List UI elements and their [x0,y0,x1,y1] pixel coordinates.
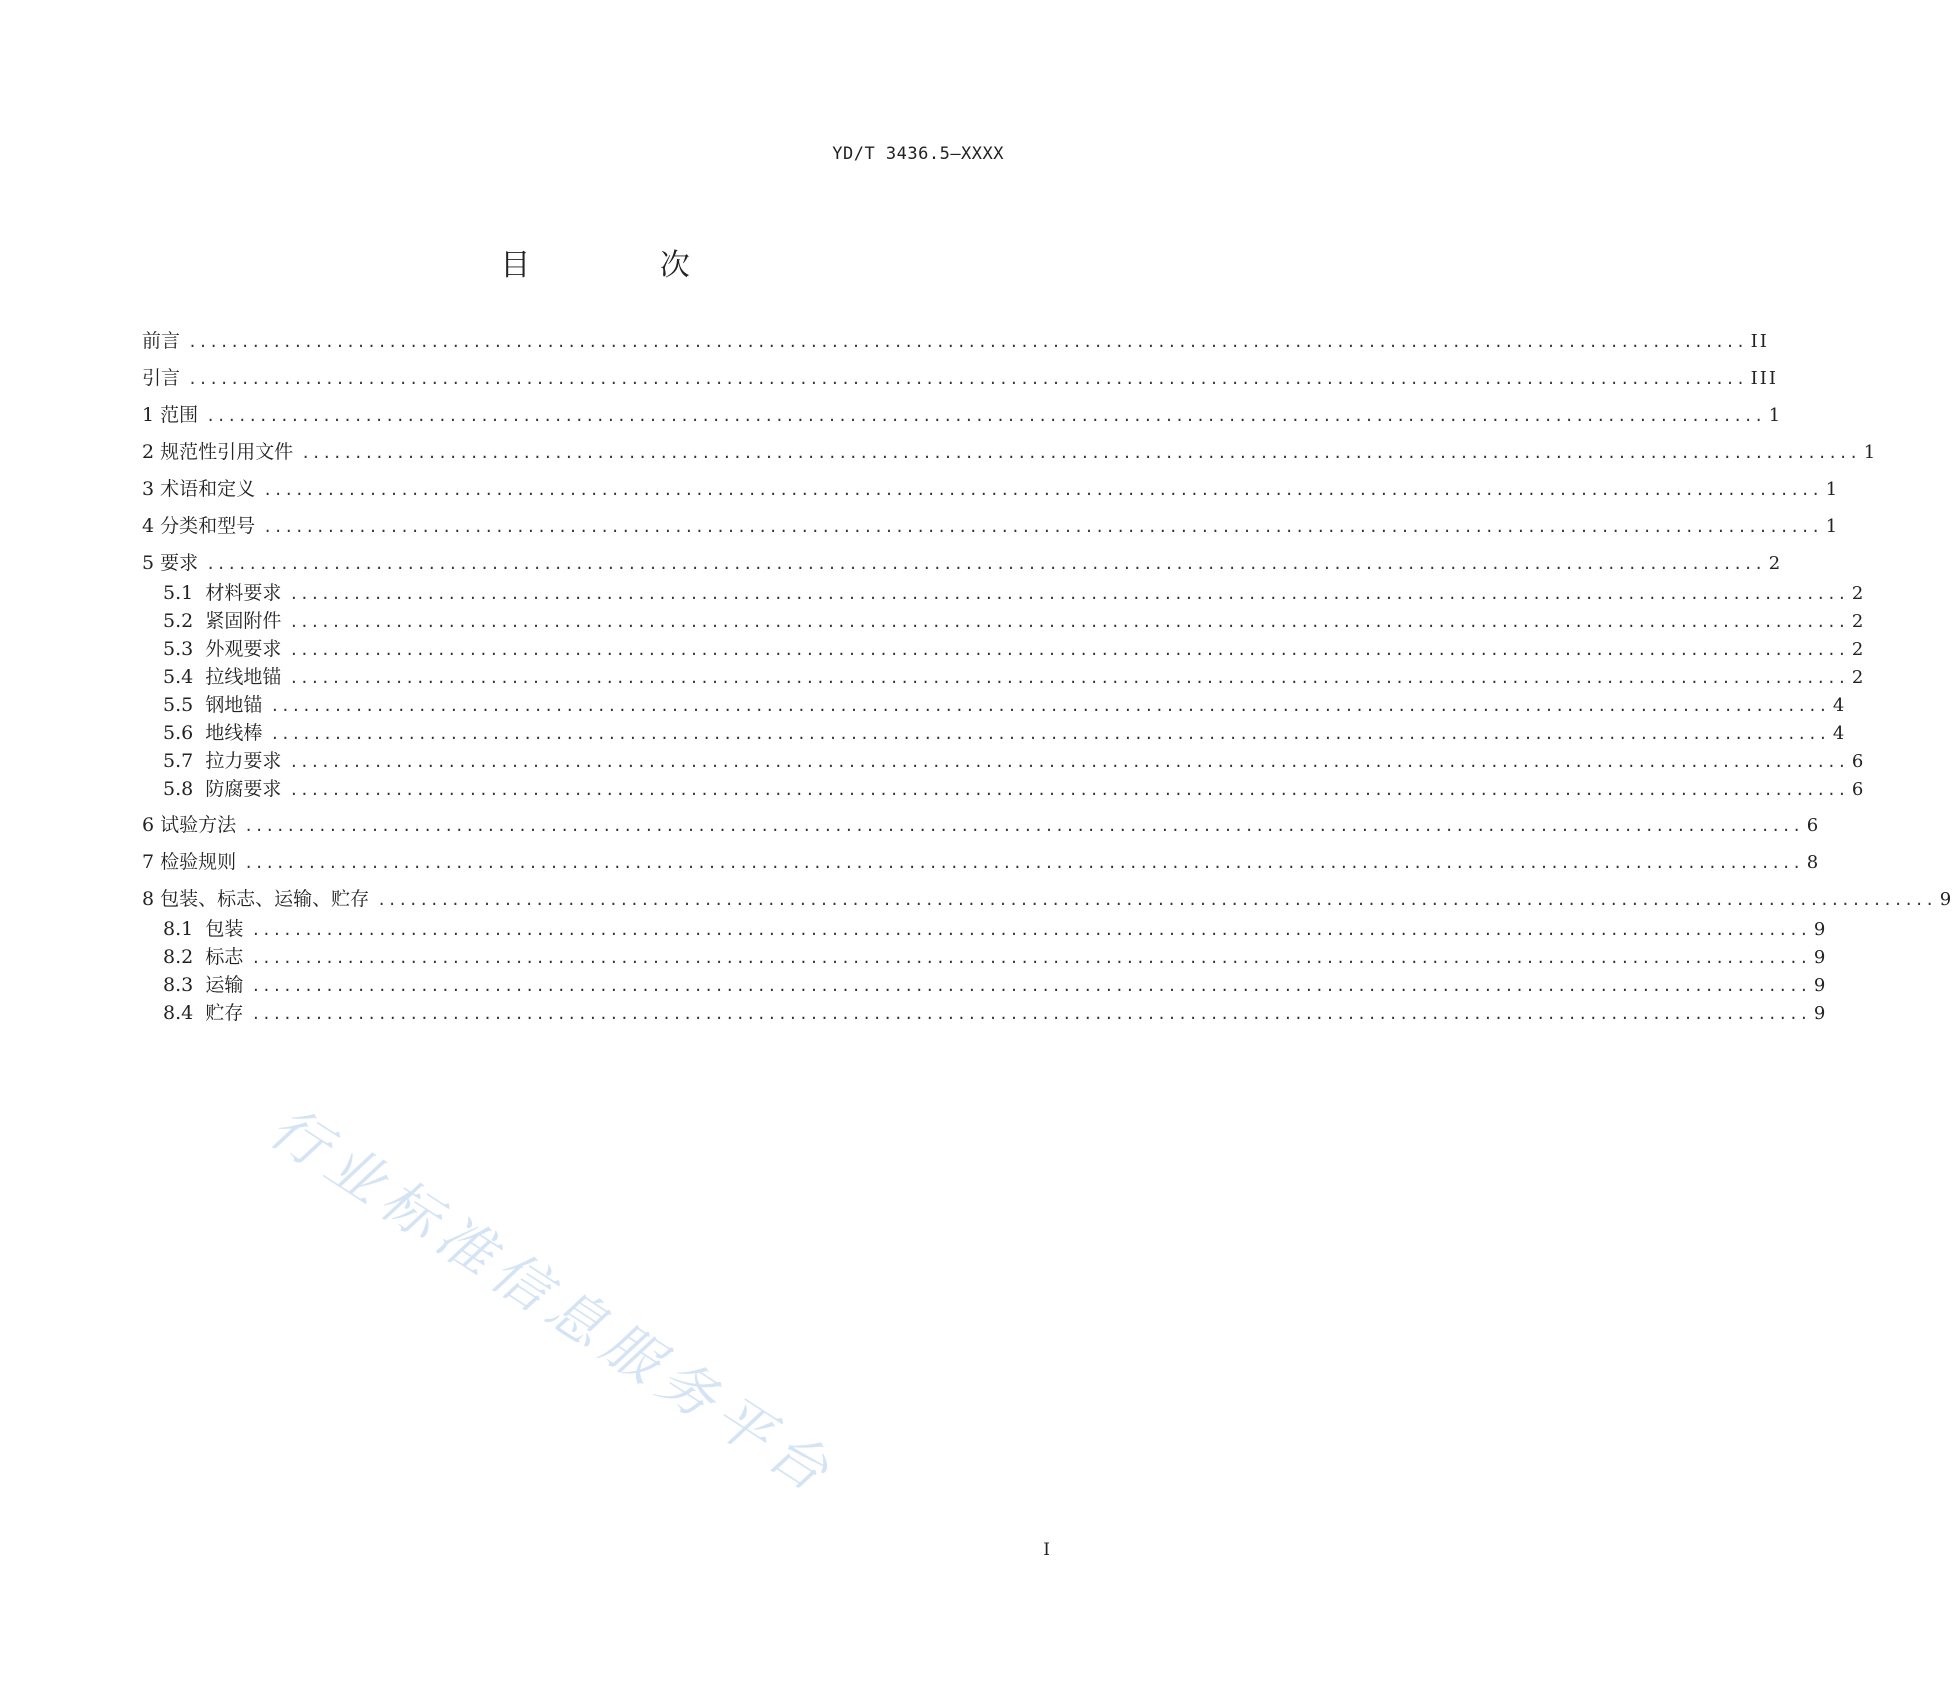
toc-page-number: 1 [1825,516,1840,537]
toc-entry-8[interactable] [142,886,1953,912]
toc-leader-dots: .................................................................................................................................................... [289,669,1848,687]
toc-entry-label: 6 试验方法 [142,814,237,836]
toc-page-number: 1 [1768,405,1783,426]
page-title: 目 次 [500,248,750,283]
toc-entry-label: 5.8 防腐要求 [163,778,282,800]
toc-entry-label: 7 检验规则 [142,851,237,873]
toc-entry-label: 8.1 包装 [163,918,244,940]
toc-entry-6[interactable] [142,812,1821,838]
toc-page-number: 2 [1851,611,1866,632]
toc-entry-8-3[interactable] [163,972,1828,998]
toc-page-number: 9 [1813,1003,1828,1024]
toc-entry-label: 5.3 外观要求 [163,638,282,660]
toc-entry-label: 5 要求 [142,552,199,574]
toc-page-number: 6 [1851,779,1866,800]
toc-page-number: 2 [1768,553,1783,574]
toc-entry-5-4[interactable] [163,664,1866,690]
toc-page-number: 2 [1851,583,1866,604]
toc-page-number: II [1750,331,1769,352]
toc-entry-5-6[interactable] [163,720,1847,746]
toc-page-number: III [1750,368,1778,389]
toc-entry-2[interactable] [142,439,1878,465]
toc-entry-8-4[interactable] [163,1000,1828,1026]
toc-entry-label: 前 言 [142,330,181,352]
toc-entry-8-2[interactable] [163,944,1828,970]
toc-leader-dots: .................................................................................................................................................... [251,1005,1810,1023]
toc-page-number: 6 [1851,751,1866,772]
toc-entry-5[interactable] [142,550,1783,576]
toc-leader-dots: .................................................................................................................................................... [289,781,1848,799]
toc-leader-dots: .................................................................................................................................................... [289,585,1848,603]
toc-page-number: 4 [1832,695,1847,716]
toc-entry-1[interactable] [142,402,1783,428]
toc-leader-dots: .................................................................................................................................................... [251,921,1810,939]
toc-leader-dots: .................................................................................................................................................... [289,753,1848,771]
toc-entry-label: 8.4 贮存 [163,1002,244,1024]
toc-leader-dots: .................................................................................................................................................... [251,977,1810,995]
toc-entry-label: 引 言 [142,367,181,389]
toc-entry-label: 5.2 紧固附件 [163,610,282,632]
toc-page-number: 2 [1851,639,1866,660]
toc-page-number: 6 [1806,815,1821,836]
toc-leader-dots: .................................................................................................................................................... [206,407,1765,425]
toc-leader-dots: .................................................................................................................................................... [263,481,1822,499]
toc-entry-5-8[interactable] [163,776,1866,802]
toc-leader-dots: .................................................................................................................................................... [377,891,1936,909]
toc-entry-label: 5.6 地线棒 [163,722,263,744]
toc-page-number: 1 [1825,479,1840,500]
toc-entry-3[interactable] [142,476,1840,502]
toc-entry-label: 3 术语和定义 [142,478,256,500]
toc-leader-dots: .................................................................................................................................................... [270,697,1829,715]
toc-page-number: 9 [1813,975,1828,996]
toc-entry-label: 8.3 运输 [163,974,244,996]
toc-leader-dots: .................................................................................................................................................... [206,555,1765,573]
toc-entry-label: 5.1 材料要求 [163,582,282,604]
toc-entry-label: 8.2 标志 [163,946,244,968]
toc-entry-label: 2 规范性引用文件 [142,441,294,463]
toc-entry-label: 5.4 拉线地锚 [163,666,282,688]
toc-entry-label: 8 包装、标志、运输、贮存 [142,888,370,910]
toc-page-number: 9 [1813,947,1828,968]
document-code: YD/T 3436.5—XXXX [832,144,1004,164]
toc-page-number: 2 [1851,667,1866,688]
toc-entry-5-5[interactable] [163,692,1847,718]
toc-entry-5-3[interactable] [163,636,1866,662]
toc-leader-dots: .................................................................................................................................................... [270,725,1829,743]
toc-entry-4[interactable] [142,513,1840,539]
toc-leader-dots: .................................................................................................................................................... [289,641,1848,659]
toc-leader-dots: .................................................................................................................................................... [301,444,1860,462]
toc-entry-label: 5.7 拉力要求 [163,750,282,772]
toc-leader-dots: .................................................................................................................................................... [263,518,1822,536]
toc-page-number: 4 [1832,723,1847,744]
toc-entry-label: 4 分类和型号 [142,515,256,537]
toc-leader-dots: .................................................................................................................................................... [188,370,1747,388]
toc-leader-dots: .................................................................................................................................................... [244,817,1803,835]
toc-entry-label: 1 范围 [142,404,199,426]
toc-entry-introduction[interactable] [142,365,1778,391]
toc-page-number: 9 [1813,919,1828,940]
toc-entry-8-1[interactable] [163,916,1828,942]
toc-leader-dots: .................................................................................................................................................... [289,613,1848,631]
toc-page-number: 8 [1806,852,1821,873]
toc-page-number: 9 [1939,889,1953,910]
page-number: I [1043,1540,1050,1560]
toc-entry-5-7[interactable] [163,748,1866,774]
toc-page-number: 1 [1863,442,1878,463]
toc-leader-dots: .................................................................................................................................................... [188,333,1747,351]
toc-entry-5-2[interactable] [163,608,1866,634]
watermark: 行业标准信息服务平台 [258,1095,847,1510]
toc-leader-dots: .................................................................................................................................................... [244,854,1803,872]
toc-entry-label: 5.5 钢地锚 [163,694,263,716]
toc-entry-5-1[interactable] [163,580,1866,606]
toc-entry-foreword[interactable] [142,328,1769,354]
toc-entry-7[interactable] [142,849,1821,875]
toc-leader-dots: .................................................................................................................................................... [251,949,1810,967]
